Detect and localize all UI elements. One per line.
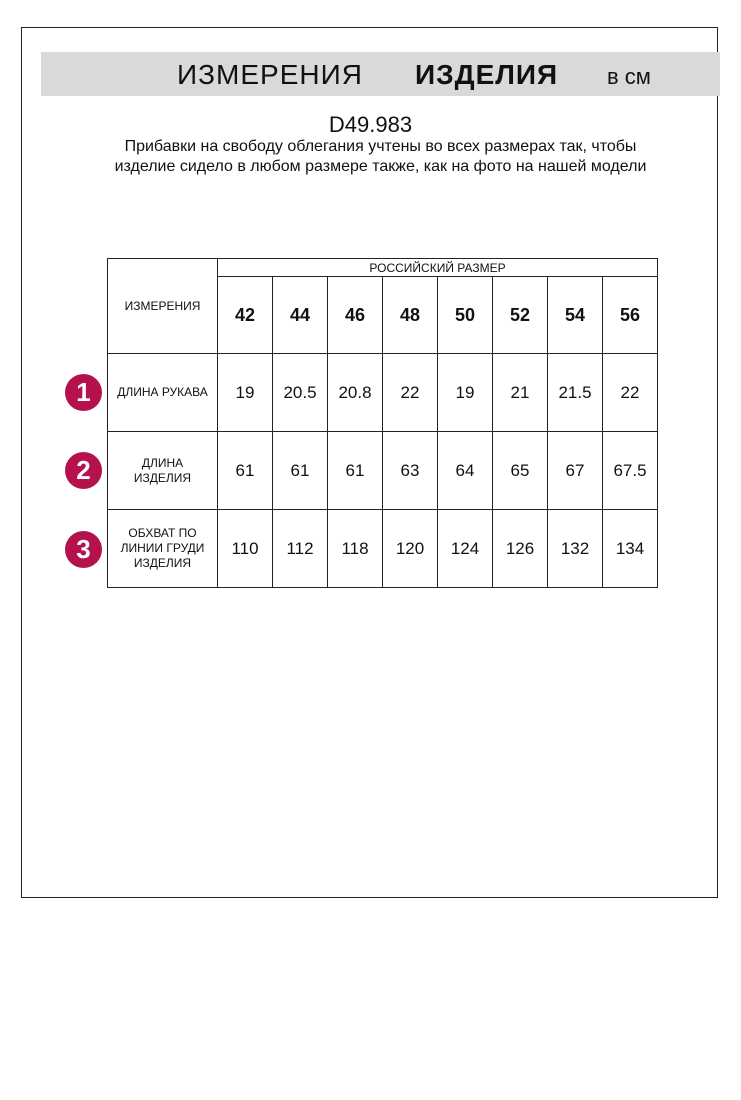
table-cell: 21 bbox=[493, 354, 548, 432]
table-cell: 112 bbox=[273, 510, 328, 588]
table-cell: 19 bbox=[218, 354, 273, 432]
title-banner bbox=[41, 52, 720, 96]
title-unit: в см bbox=[607, 64, 651, 89]
number-badge-3: 3 bbox=[65, 531, 102, 568]
table-row bbox=[108, 432, 658, 510]
table-cell: 65 bbox=[493, 432, 548, 510]
size-system-header: РОССИЙСКИЙ РАЗМЕР bbox=[218, 259, 658, 277]
size-header: 48 bbox=[383, 277, 438, 354]
size-header: 52 bbox=[493, 277, 548, 354]
table-cell: 134 bbox=[603, 510, 658, 588]
number-badge-1: 1 bbox=[65, 374, 102, 411]
table-cell: 21.5 bbox=[548, 354, 603, 432]
table-cell: 124 bbox=[438, 510, 493, 588]
table-cell: 61 bbox=[273, 432, 328, 510]
table-row bbox=[108, 354, 658, 432]
table-cell: 20.8 bbox=[328, 354, 383, 432]
product-code: D49.983 bbox=[328, 112, 413, 137]
table-cell: 64 bbox=[438, 432, 493, 510]
row-label-chest-girth: ОБХВАТ ПО ЛИНИИ ГРУДИ ИЗДЕЛИЯ bbox=[108, 510, 218, 588]
table-cell: 19 bbox=[438, 354, 493, 432]
table-cell: 20.5 bbox=[273, 354, 328, 432]
table-cell: 67.5 bbox=[603, 432, 658, 510]
number-badge-2: 2 bbox=[65, 452, 102, 489]
table-cell: 110 bbox=[218, 510, 273, 588]
size-header: 54 bbox=[548, 277, 603, 354]
size-table bbox=[107, 258, 658, 588]
fit-note: Прибавки на свободу облегания учтены во всех размерах так, чтобы изделие сидело в любом размере также, как на фото на нашей модели bbox=[114, 138, 647, 175]
size-header: 56 bbox=[603, 277, 658, 354]
row-label-product-length: ДЛИНА ИЗДЕЛИЯ bbox=[108, 432, 218, 510]
size-header: 50 bbox=[438, 277, 493, 354]
table-cell: 63 bbox=[383, 432, 438, 510]
row-label-sleeve-length: ДЛИНА РУКАВА bbox=[108, 354, 218, 432]
table-row bbox=[108, 510, 658, 588]
table-cell: 22 bbox=[383, 354, 438, 432]
title-word-product: ИЗДЕЛИЯ bbox=[415, 59, 559, 90]
table-cell: 22 bbox=[603, 354, 658, 432]
title-word-measurements: ИЗМЕРЕНИЯ bbox=[177, 59, 363, 90]
table-cell: 126 bbox=[493, 510, 548, 588]
table-cell: 120 bbox=[383, 510, 438, 588]
size-header: 46 bbox=[328, 277, 383, 354]
table-cell: 67 bbox=[548, 432, 603, 510]
table-cell: 61 bbox=[218, 432, 273, 510]
measure-header: ИЗМЕРЕНИЯ bbox=[108, 259, 218, 354]
table-cell: 61 bbox=[328, 432, 383, 510]
size-header: 44 bbox=[273, 277, 328, 354]
table-cell: 118 bbox=[328, 510, 383, 588]
size-header: 42 bbox=[218, 277, 273, 354]
table-cell: 132 bbox=[548, 510, 603, 588]
